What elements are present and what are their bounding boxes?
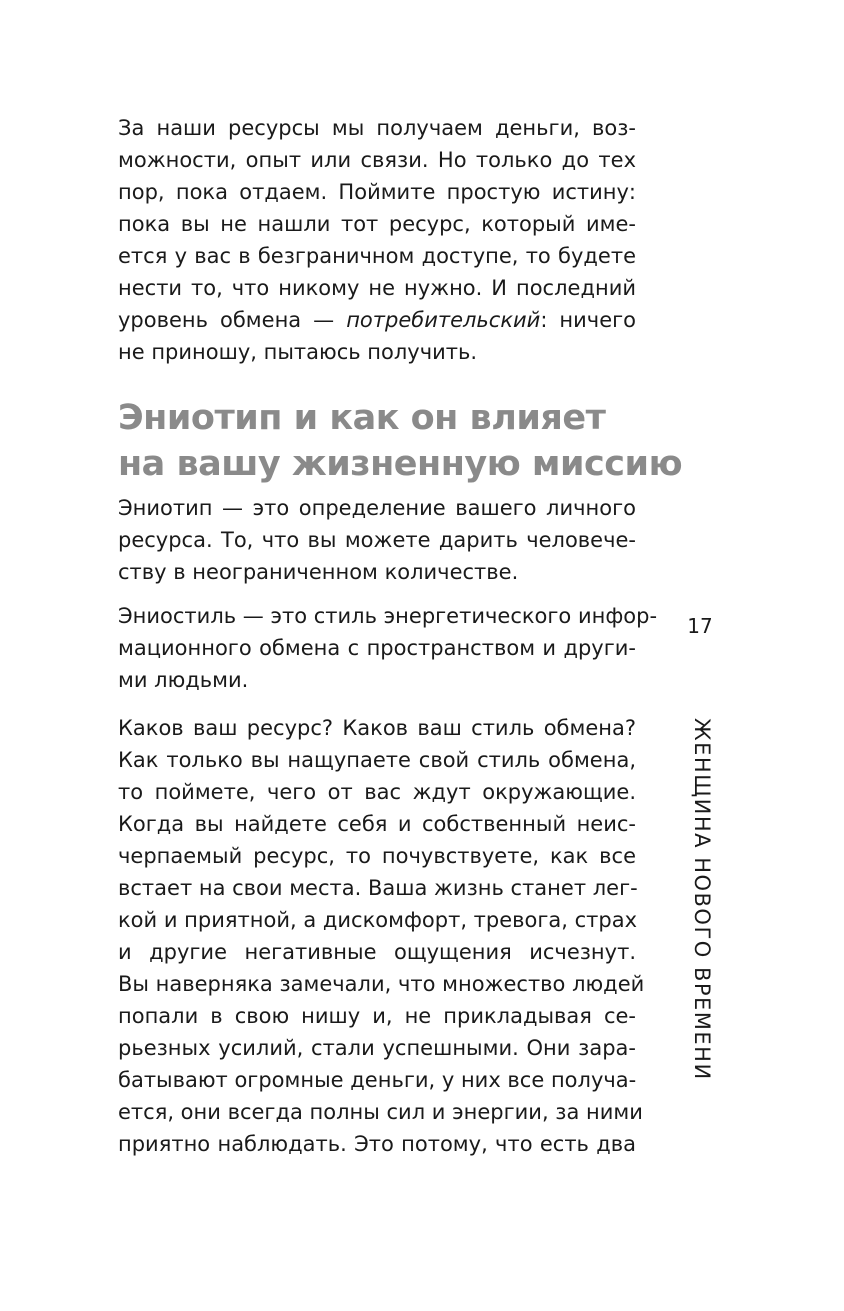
paragraph-1-line-7-start: уровень обмена — — [118, 308, 347, 332]
paragraph-4-line-8: и другие негативные ощущения исчезнут. — [118, 940, 636, 964]
paragraph-4-line-1: Каков ваш ресурс? Каков ваш стиль обмена? — [118, 716, 636, 740]
paragraph-2-line-1: Эниотип — это определение вашего личного — [118, 496, 636, 520]
section-heading-line-2: на вашу жизненную миссию — [118, 444, 683, 484]
paragraph-1-line-1: За наши ресурсы мы получаем деньги, воз- — [118, 116, 636, 140]
paragraph-1-line-3: пор, пока отдаем. Поймите простую истину: — [118, 180, 636, 204]
paragraph-2-line-3: ству в неограниченном количестве. — [118, 560, 519, 584]
paragraph-3-line-2: мационного обмена с пространством и други- — [118, 636, 636, 660]
paragraph-2-line-2: ресурса. То, что вы можете дарить человече- — [118, 528, 636, 552]
running-title: ЖЕНЩИНА НОВОГО ВРЕМЕНИ — [690, 718, 714, 1081]
paragraph-4-line-2: Как только вы нащупаете свой стиль обмена, — [118, 748, 636, 772]
paragraph-4-line-13: ется, они всегда полны сил и энергии, за ними — [118, 1100, 643, 1124]
page-number: 17 — [687, 614, 713, 638]
section-heading-line-1: Эниотип и как он влияет — [118, 398, 606, 438]
paragraph-4-line-4: Когда вы найдете себя и собственный неис- — [118, 812, 636, 836]
paragraph-4-line-6: встает на свои места. Ваша жизнь станет лег- — [118, 876, 638, 900]
paragraph-4-line-14: приятно наблюдать. Это потому, что есть два — [118, 1132, 636, 1156]
paragraph-4-line-5: черпаемый ресурс, то почувствуете, как все — [118, 844, 636, 868]
paragraph-3-line-1: Эниостиль — это стиль энергетического инфор- — [118, 604, 658, 628]
paragraph-1-line-4: пока вы не нашли тот ресурс, который име- — [118, 212, 636, 236]
paragraph-1-line-5: ется у вас в безграничном доступе, то будете — [118, 244, 636, 268]
paragraph-4-line-12: батывают огромные деньги, у них все получа- — [118, 1068, 637, 1092]
paragraph-4-line-9: Вы наверняка замечали, что множество людей — [118, 972, 645, 996]
paragraph-1-line-6: нести то, что никому не нужно. И последний — [118, 276, 636, 300]
paragraph-1-line-7-end: : ничего — [540, 308, 636, 332]
italic-term: потребительский — [346, 308, 541, 332]
paragraph-1-line-8: не приношу, пытаюсь получить. — [118, 340, 478, 364]
paragraph-1-line-2: можности, опыт или связи. Но только до тех — [118, 148, 636, 172]
paragraph-4-line-11: рьезных усилий, стали успешными. Они зара- — [118, 1036, 636, 1060]
paragraph-1-line-7 — [118, 304, 636, 336]
paragraph-4-line-7: кой и приятной, а дискомфорт, тревога, страх — [118, 908, 638, 932]
paragraph-4-line-3: то поймете, чего от вас ждут окружающие. — [118, 780, 636, 804]
paragraph-4-line-10: попали в свою нишу и, не прикладывая се- — [118, 1004, 636, 1028]
paragraph-3-line-3: ми людьми. — [118, 668, 249, 692]
